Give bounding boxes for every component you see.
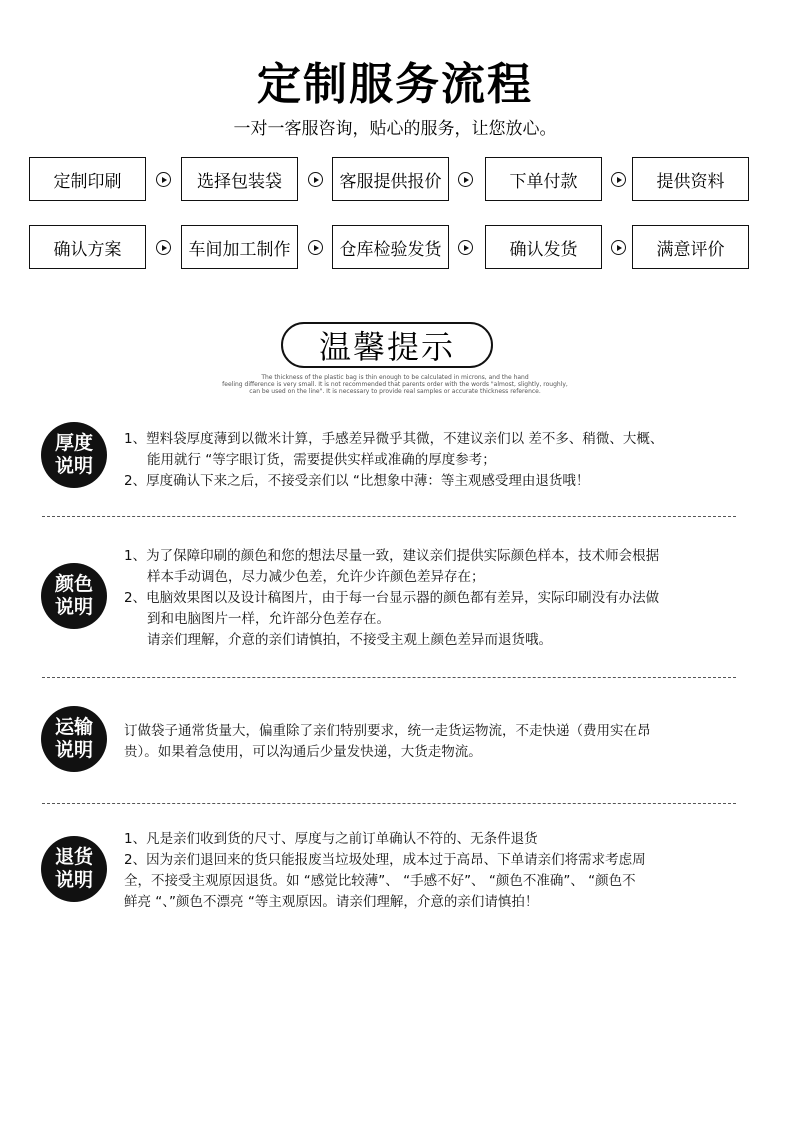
tips-heading: 温馨提示	[281, 322, 493, 368]
arrow-right-icon	[308, 172, 323, 187]
process-step: 定制印刷	[29, 157, 146, 201]
tips-note-line: feeling difference is very small. It is not recommended that parents order with the words "almost, slightly, roughly,	[222, 381, 568, 388]
section-divider	[42, 677, 736, 678]
text-line: 订做袋子通常货量大，偏重除了亲们特别要求，统一走货运物流，不走快递（费用实在昂	[124, 723, 651, 739]
text-line: 1、塑料袋厚度薄到以微米计算，手感差异微乎其微，不建议亲们以 差不多、稍微、大概、	[124, 431, 664, 447]
returns-badge	[41, 836, 107, 902]
thickness-text	[124, 429, 764, 492]
text-line: 鲜亮 “、”颜色不漂亮 “等主观原因。请亲们理解，介意的亲们请慎拍！	[124, 894, 539, 910]
text-line: 贵）。如果着急使用，可以沟通后少量发快递，大货走物流。	[124, 744, 482, 760]
text-line: 2、厚度确认下来之后，不接受亲们以 “比想象中薄：等主观感受理由退货哦！	[124, 473, 590, 489]
text-line: 1、凡是亲们收到货的尺寸、厚度与之前订单确认不符的、无条件退货	[124, 831, 538, 847]
section-divider	[42, 516, 736, 517]
shipping-badge	[41, 706, 107, 772]
text-line: 样本手动调色，尽力减少色差，允许少许颜色差异存在；	[147, 569, 485, 585]
text-line: 到和电脑图片一样，允许部分色差存在。	[147, 611, 390, 627]
arrow-right-icon	[611, 240, 626, 255]
arrow-right-icon	[156, 172, 171, 187]
returns-text	[124, 829, 784, 913]
tips-note	[215, 374, 575, 395]
tips-note-line: The thickness of the plastic bag is thin enough to be calculated in microns, and the hand	[261, 374, 529, 381]
process-step: 下单付款	[485, 157, 602, 201]
process-step: 仓库检验发货	[332, 225, 449, 269]
section-divider	[42, 803, 736, 804]
badge-line: 厚度	[54, 432, 93, 454]
process-step: 确认方案	[29, 225, 146, 269]
text-line: 1、为了保障印刷的颜色和您的想法尽量一致，建议亲们提供实际颜色样本，技术师会根据	[124, 548, 660, 564]
text-line: 2、因为亲们退回来的货只能报废当垃圾处理，成本过于高昂、下单请亲们将需求考虑周	[124, 852, 646, 868]
badge-line: 退货	[54, 846, 93, 868]
arrow-right-icon	[611, 172, 626, 187]
page-title: 定制服务流程	[257, 59, 533, 110]
text-line: 2、电脑效果图以及设计稿图片，由于每一台显示器的颜色都有差异，实际印刷没有办法做	[124, 590, 660, 606]
text-line: 全，不接受主观原因退货。如 “感觉比较薄”、 “手感不好”、 “颜色不准确”、 “颜色不	[124, 873, 636, 889]
badge-line: 说明	[54, 739, 93, 761]
shipping-text	[124, 721, 764, 763]
arrow-right-icon	[458, 240, 473, 255]
badge-line: 颜色	[54, 573, 93, 595]
process-step: 车间加工制作	[181, 225, 298, 269]
arrow-right-icon	[308, 240, 323, 255]
badge-line: 说明	[54, 596, 93, 618]
color-badge	[41, 563, 107, 629]
arrow-right-icon	[458, 172, 473, 187]
color-text	[124, 546, 764, 651]
badge-line: 说明	[54, 455, 93, 477]
badge-line: 运输	[54, 716, 93, 738]
arrow-right-icon	[156, 240, 171, 255]
badge-line: 说明	[54, 869, 93, 891]
process-step: 选择包装袋	[181, 157, 298, 201]
page-subtitle: 一对一客服咨询，贴心的服务，让您放心。	[233, 119, 557, 139]
process-step: 客服提供报价	[332, 157, 449, 201]
process-step: 满意评价	[632, 225, 749, 269]
process-step: 提供资料	[632, 157, 749, 201]
tips-note-line: can be used on the line". It is necessary to provide real samples or accurate thickness reference.	[249, 388, 541, 395]
text-line: 请亲们理解，介意的亲们请慎拍，不接受主观上颜色差异而退货哦。	[147, 632, 552, 648]
thickness-badge	[41, 422, 107, 488]
text-line: 能用就行 “等字眼订货，需要提供实样或准确的厚度参考；	[147, 452, 496, 468]
process-step: 确认发货	[485, 225, 602, 269]
